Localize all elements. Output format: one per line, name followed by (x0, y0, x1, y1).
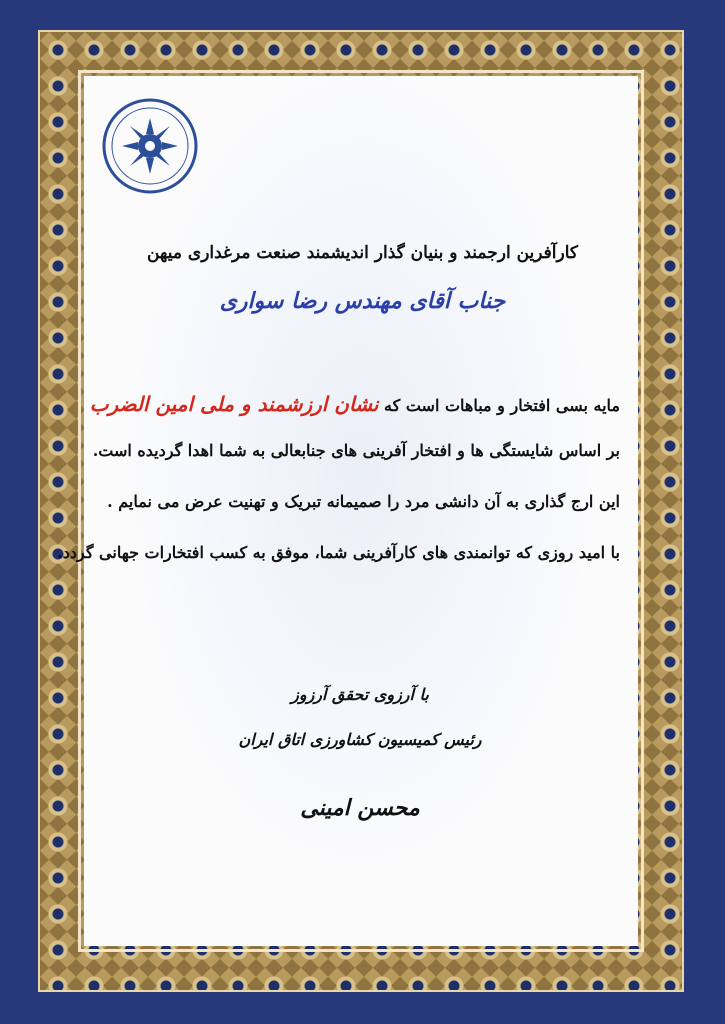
award-name: نشان ارزشمند و ملی امین الضرب (89, 392, 379, 416)
body-paragraph-1 (89, 392, 620, 416)
body-paragraph-2: بر اساس شایستگی ها و افتخار آفرینی های جنابعالی به شما اهدا گردیده است. (92, 441, 620, 460)
recipient-name: جناب آقای مهندس رضا سواری (219, 288, 506, 314)
signatory-name: محسن امینی (300, 795, 420, 821)
chamber-of-commerce-logo-icon (100, 96, 200, 196)
signature-wish: با آرزوی تحقق آرزوز (291, 685, 429, 704)
body-paragraph-3: این ارج گذاری به آن دانشی مرد را صمیمانه تبریک و تهنیت عرض می نمایم . (107, 492, 620, 511)
signatory-title: رئیس کمیسیون کشاورزی اتاق ایران (238, 730, 482, 749)
body-p1-prefix: مایه بسی افتخار و مباهات است که (378, 396, 620, 415)
body-paragraph-4: با امید روزی که توانمندی های کارآفرینی شما، موفق به کسب افتخارات جهانی گردد. (57, 543, 620, 562)
honorific-line: کارآفرین ارجمند و بنیان گذار اندیشمند صنعت مرغداری میهن (146, 243, 579, 263)
